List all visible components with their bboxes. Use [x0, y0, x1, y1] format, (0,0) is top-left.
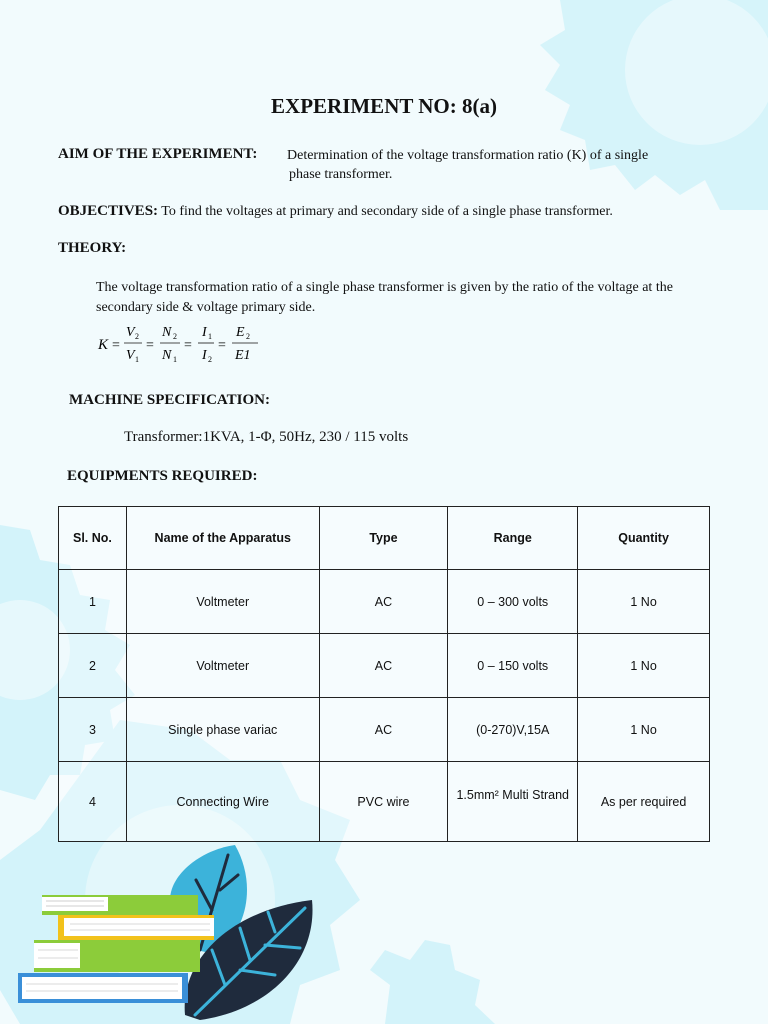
cell-sl-no: 2: [59, 634, 127, 698]
formula-term-num-sub: 2: [135, 332, 139, 341]
table-row: [59, 570, 710, 634]
transformation-ratio-formula: [96, 322, 296, 371]
equipment-table: [58, 506, 710, 842]
cell-range: 0 – 300 volts: [448, 570, 578, 634]
aim-text: [289, 146, 709, 184]
cell-quantity: 1 No: [578, 634, 710, 698]
cell-apparatus: Voltmeter: [126, 570, 319, 634]
cell-sl-no: 1: [59, 570, 127, 634]
cell-type: PVC wire: [319, 762, 448, 842]
table-header-row: [59, 507, 710, 570]
svg-text:=: =: [184, 338, 192, 353]
header-type: Type: [319, 507, 448, 570]
objectives-text: To find the voltages at primary and secondary side of a single phase transformer.: [161, 204, 613, 219]
cell-range: (0-270)V,15A: [448, 698, 578, 762]
equipment-label: EQUIPMENTS REQUIRED:: [67, 468, 258, 484]
formula-term-den-sub: 2: [208, 355, 212, 364]
machine-spec-text: Transformer:1KVA, 1-Φ, 50Hz, 230 / 115 volts: [124, 429, 409, 445]
formula-term-num: E: [236, 325, 245, 340]
cell-type: AC: [319, 634, 448, 698]
formula-term-num-sub: 2: [246, 332, 250, 341]
aim-text-line1: Determination of the voltage transformation ratio (K) of a single: [287, 148, 649, 163]
cell-range: [448, 762, 578, 842]
books-icon: [18, 895, 214, 1003]
table-row: [59, 762, 710, 842]
theory-text: The voltage transformation ratio of a single phase transformer is given by the ratio of the voltage at the secondary side & voltage primary side.: [96, 280, 673, 315]
svg-text:=: =: [218, 338, 226, 353]
cell-quantity: 1 No: [578, 570, 710, 634]
formula-term-den: N: [162, 348, 172, 363]
header-quantity: Quantity: [578, 507, 710, 570]
formula-term-num: I: [202, 325, 207, 340]
formula-term-den: I: [202, 348, 207, 363]
books-leaves-illustration: [0, 840, 330, 1024]
header-range: Range: [448, 507, 578, 570]
formula-term-den-sub: 1: [135, 355, 139, 364]
svg-text:=: =: [146, 338, 154, 353]
header-apparatus: Name of the Apparatus: [126, 507, 319, 570]
formula-term-num-sub: 2: [173, 332, 177, 341]
objectives: [58, 203, 613, 220]
cell-apparatus: Voltmeter: [126, 634, 319, 698]
formula-term-num: V: [126, 325, 135, 340]
table-row: [59, 634, 710, 698]
cell-quantity: 1 No: [578, 698, 710, 762]
cell-quantity: As per required: [578, 762, 710, 842]
cell-apparatus: Single phase variac: [126, 698, 319, 762]
cell-sl-no: 3: [59, 698, 127, 762]
formula-term-num: N: [162, 325, 172, 340]
page-title: EXPERIMENT NO: 8(a): [271, 94, 497, 118]
cell-type: AC: [319, 698, 448, 762]
formula-term-num-sub: 1: [208, 332, 212, 341]
theory-label: THEORY:: [58, 240, 127, 256]
objectives-label: OBJECTIVES:: [58, 203, 159, 219]
formula-lhs: K: [98, 337, 109, 353]
formula-term-den: E1: [235, 348, 251, 363]
formula-term-den: V: [126, 348, 135, 363]
table-row: [59, 698, 710, 762]
header-sl-no: Sl. No.: [59, 507, 127, 570]
cell-sl-no: 4: [59, 762, 127, 842]
cell-range: 0 – 150 volts: [448, 634, 578, 698]
cell-apparatus: Connecting Wire: [126, 762, 319, 842]
cell-range-text: 1.5mm² Multi Strand: [456, 787, 569, 802]
cell-type: AC: [319, 570, 448, 634]
formula-term-den-sub: 1: [173, 355, 177, 364]
machine-label: MACHINE SPECIFICATION:: [69, 392, 270, 408]
svg-text:=: =: [112, 338, 120, 353]
aim-label: AIM OF THE EXPERIMENT:: [58, 146, 258, 162]
aim-text-line2: phase transformer.: [289, 167, 393, 182]
